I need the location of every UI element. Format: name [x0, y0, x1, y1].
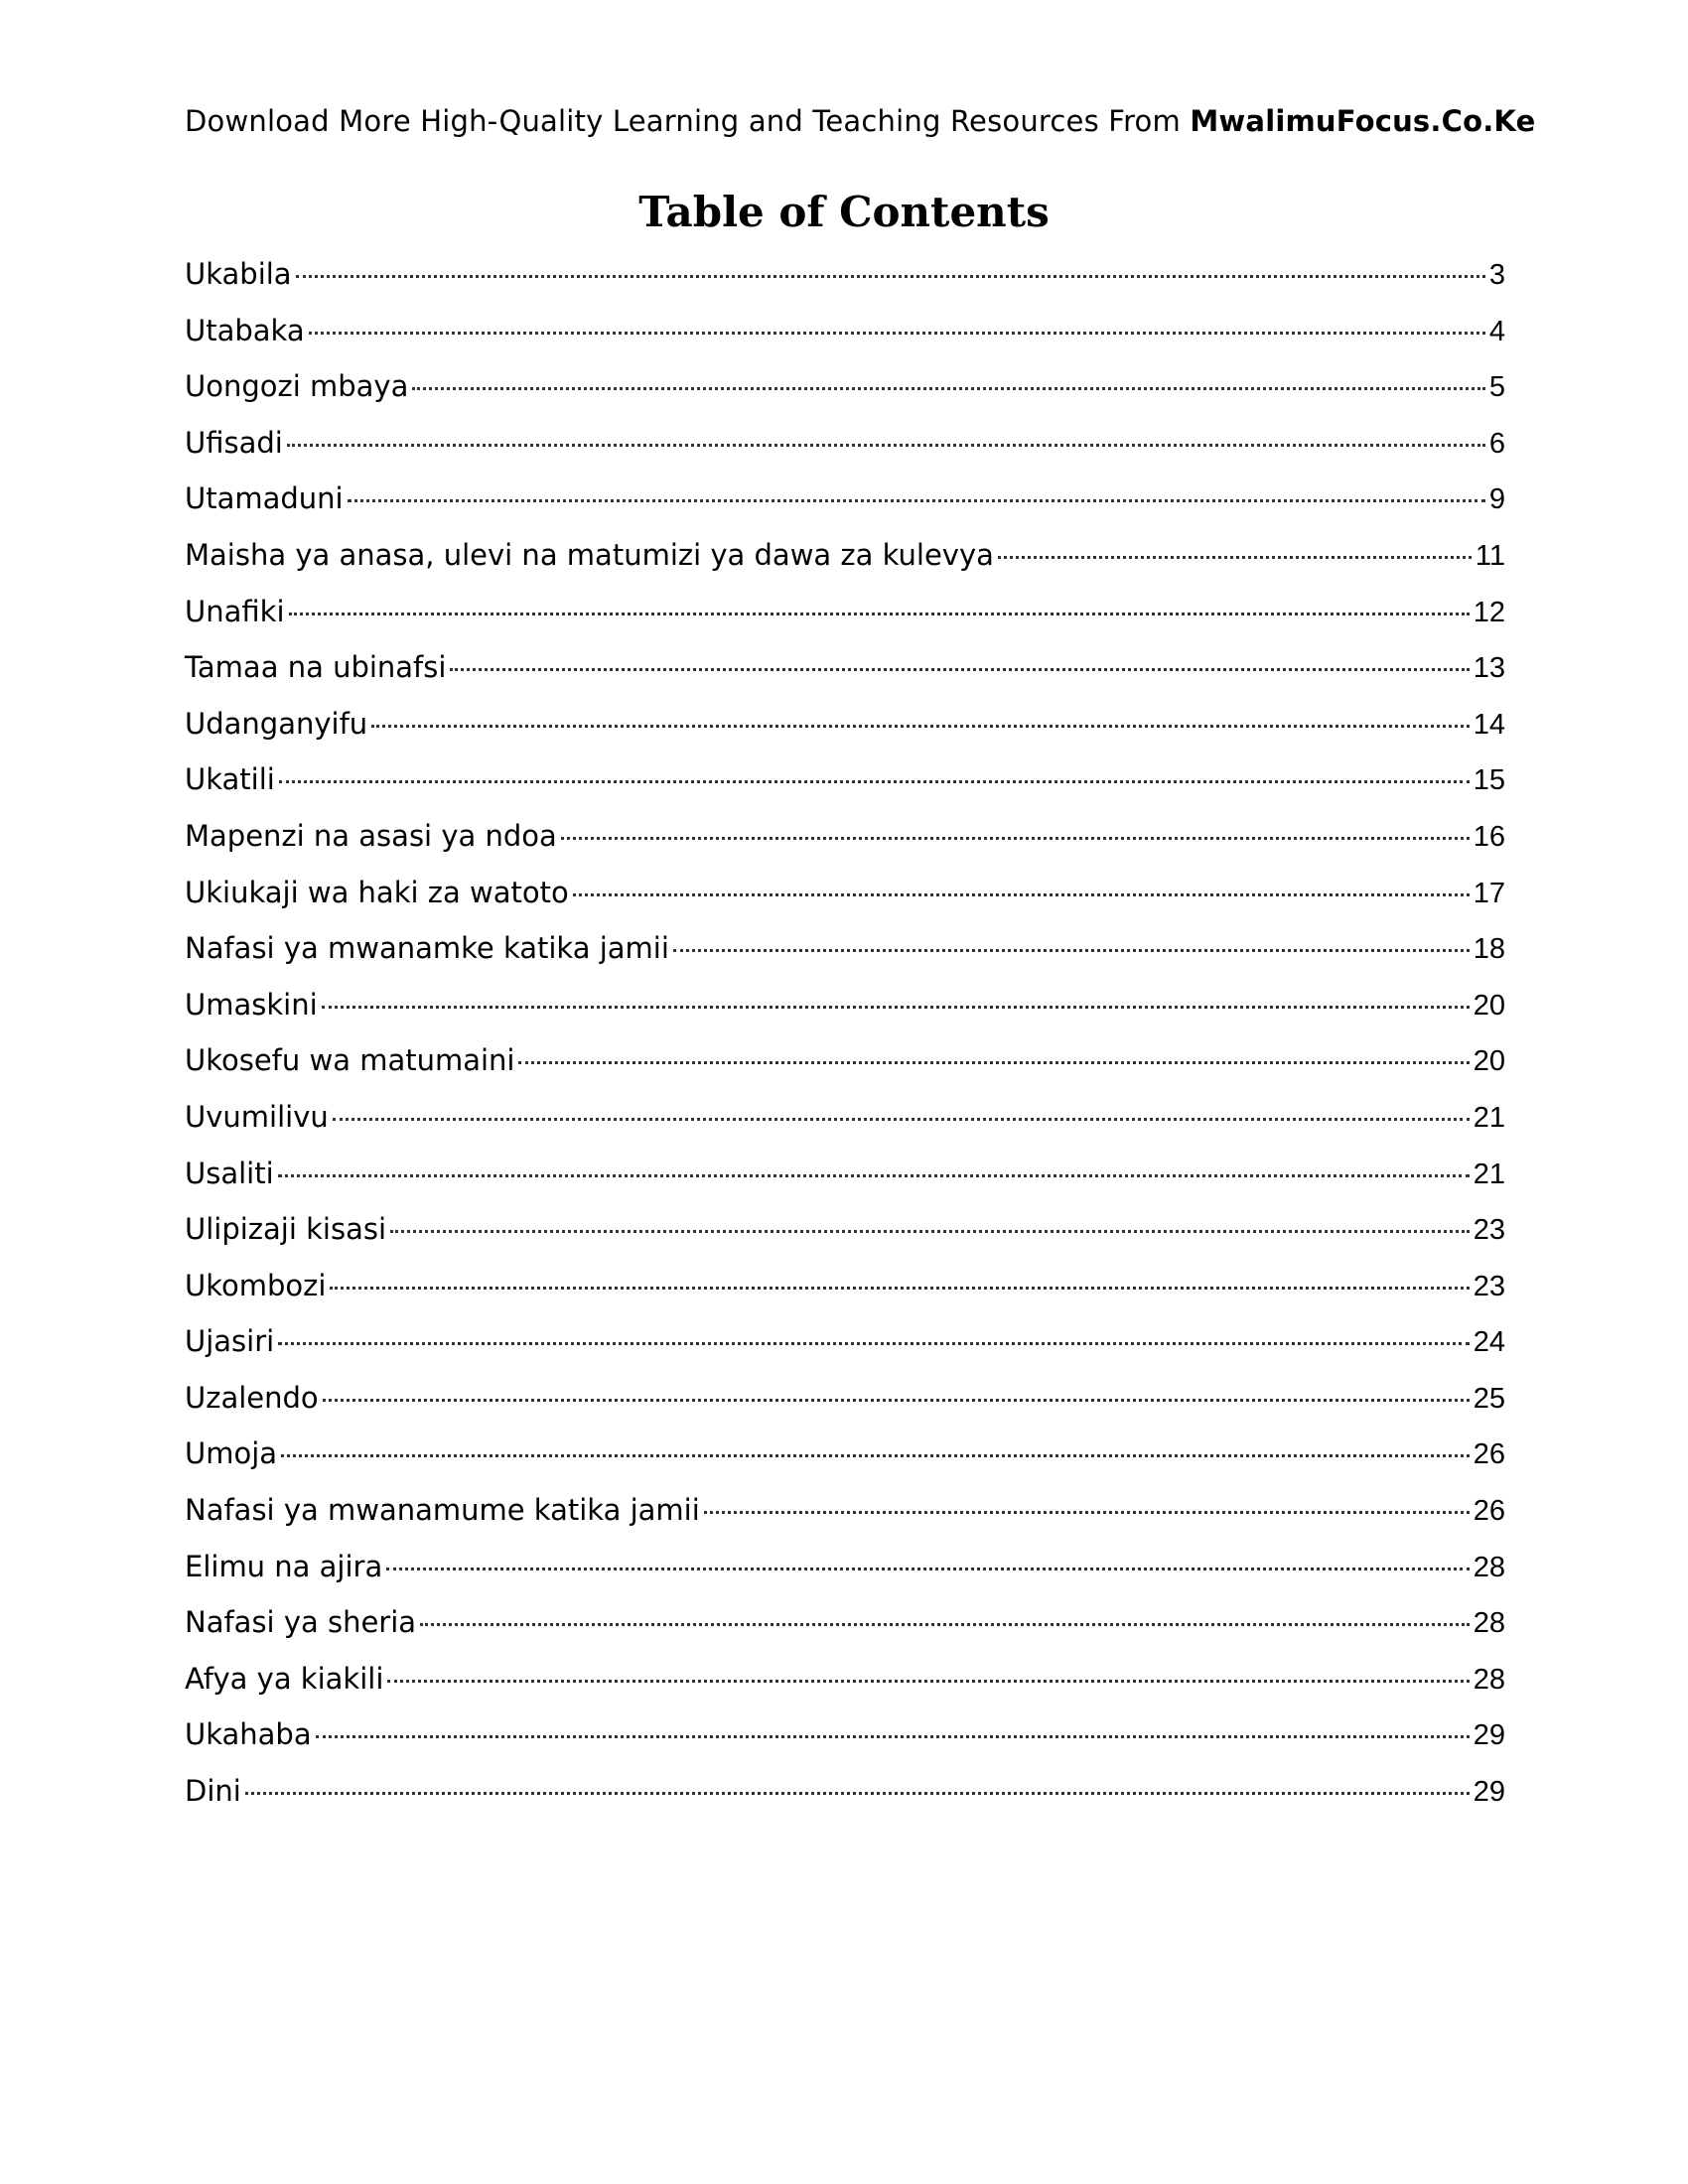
toc-entry[interactable] — [185, 1594, 1505, 1651]
toc-entry-label: Afya ya kiakili — [185, 1661, 384, 1696]
toc-entry-label: Udanganyifu — [185, 706, 368, 741]
toc-entry[interactable] — [185, 751, 1505, 808]
toc-entry-label: Ukahaba — [185, 1717, 312, 1752]
dot-leader — [573, 893, 1470, 896]
toc-entry[interactable] — [185, 1482, 1505, 1539]
toc-entry-label: Elimu na ajira — [185, 1549, 383, 1583]
toc-entry[interactable] — [185, 977, 1505, 1033]
dot-leader — [296, 275, 1485, 278]
toc-entry-page-number: 23 — [1473, 1214, 1505, 1247]
toc-entry-page-number: 20 — [1473, 1045, 1505, 1078]
toc-entry[interactable] — [185, 358, 1505, 415]
toc-entry-page-number: 25 — [1473, 1382, 1505, 1415]
toc-entry-label: Uvumilivu — [185, 1099, 329, 1134]
dot-leader — [450, 668, 1469, 671]
toc-entry[interactable] — [185, 920, 1505, 977]
dot-leader — [561, 837, 1470, 840]
toc-entry-label: Ukatili — [185, 762, 275, 797]
toc-entry[interactable] — [185, 1539, 1505, 1595]
toc-entry-label: Uongozi mbaya — [185, 369, 409, 404]
toc-entry[interactable] — [185, 1706, 1505, 1763]
dot-leader — [420, 1623, 1470, 1626]
toc-entry-label: Mapenzi na asasi ya ndoa — [185, 818, 557, 853]
toc-entry-label: Ufisadi — [185, 425, 283, 460]
toc-entry-page-number: 23 — [1473, 1270, 1505, 1302]
dot-leader — [390, 1230, 1470, 1233]
toc-entry[interactable] — [185, 1258, 1505, 1314]
toc-entry[interactable] — [185, 1146, 1505, 1202]
dot-leader — [323, 1399, 1470, 1402]
toc-entry[interactable] — [185, 1763, 1505, 1820]
toc-entry[interactable] — [185, 865, 1505, 921]
toc-entry-label: Umaskini — [185, 987, 318, 1022]
toc-entry-label: Nafasi ya sheria — [185, 1605, 417, 1640]
toc-entry-label: Ukombozi — [185, 1268, 327, 1302]
toc-entry-page-number: 26 — [1473, 1438, 1505, 1471]
toc-entry-label: Dini — [185, 1774, 241, 1809]
toc-entry[interactable] — [185, 303, 1505, 359]
toc-entry-page-number: 26 — [1473, 1495, 1505, 1528]
toc-entry-label: Maisha ya anasa, ulevi na matumizi ya dawa za kulevya — [185, 537, 994, 572]
dot-leader — [309, 332, 1485, 335]
toc-entry-page-number: 28 — [1473, 1551, 1505, 1583]
toc-entry-page-number: 29 — [1473, 1719, 1505, 1752]
toc-entry[interactable] — [185, 527, 1505, 584]
toc-entry-page-number: 29 — [1473, 1776, 1505, 1809]
dot-leader — [387, 1680, 1469, 1683]
toc-entry-label: Ukabila — [185, 257, 292, 291]
toc-entry-page-number: 5 — [1488, 371, 1505, 404]
toc-entry[interactable] — [185, 1426, 1505, 1482]
header-brand-link[interactable]: MwalimuFocus.Co.Ke — [1190, 104, 1536, 138]
toc-entry-page-number: 11 — [1475, 539, 1505, 572]
toc-entry[interactable] — [185, 1032, 1505, 1089]
toc-entry-label: Unafiki — [185, 594, 285, 628]
toc-entry-page-number: 4 — [1488, 315, 1505, 347]
dot-leader — [998, 556, 1472, 559]
dot-leader — [333, 1118, 1470, 1121]
toc-entry[interactable] — [185, 246, 1505, 303]
toc-entry-page-number: 12 — [1473, 596, 1505, 628]
toc-entry[interactable] — [185, 471, 1505, 527]
toc-entry-page-number: 15 — [1473, 764, 1505, 797]
toc-entry-label: Utamaduni — [185, 481, 344, 516]
dot-leader — [371, 725, 1470, 728]
toc-entry-label: Ukosefu wa matumaini — [185, 1043, 515, 1078]
toc-entry-label: Umoja — [185, 1436, 278, 1471]
toc-entry[interactable] — [185, 1201, 1505, 1258]
dot-leader — [386, 1568, 1470, 1570]
toc-entry-label: Ujasiri — [185, 1324, 275, 1359]
toc-entry[interactable] — [185, 1089, 1505, 1146]
toc-entry-page-number: 28 — [1473, 1663, 1505, 1696]
toc-entry-page-number: 21 — [1473, 1101, 1505, 1134]
dot-leader — [518, 1061, 1469, 1064]
dot-leader — [412, 387, 1485, 390]
toc-entry[interactable] — [185, 584, 1505, 640]
dot-leader — [322, 1006, 1470, 1009]
dot-leader — [278, 1342, 1470, 1345]
toc-entry[interactable] — [185, 1651, 1505, 1707]
toc-entry-label: Tamaa na ubinafsi — [185, 650, 447, 685]
dot-leader — [278, 1174, 1470, 1177]
dot-leader — [704, 1511, 1470, 1514]
toc-entry[interactable] — [185, 415, 1505, 472]
toc-entry-label: Uzalendo — [185, 1380, 319, 1415]
dot-leader — [287, 444, 1485, 447]
toc-entry-page-number: 24 — [1473, 1326, 1505, 1359]
toc-entry-page-number: 17 — [1473, 877, 1505, 909]
toc-entry-label: Ukiukaji wa haki za watoto — [185, 875, 569, 909]
dot-leader — [279, 780, 1470, 783]
dot-leader — [316, 1735, 1470, 1738]
dot-leader — [245, 1792, 1470, 1795]
toc-entry[interactable] — [185, 696, 1505, 752]
toc-entry-page-number: 20 — [1473, 989, 1505, 1022]
toc-entry[interactable] — [185, 1370, 1505, 1427]
dot-leader — [281, 1454, 1470, 1457]
toc-entry-label: Usaliti — [185, 1156, 274, 1190]
toc-entry[interactable] — [185, 639, 1505, 696]
toc-entry-page-number: 13 — [1473, 652, 1505, 685]
toc-entry-label: Nafasi ya mwanamke katika jamii — [185, 931, 669, 966]
toc-title: Table of Contents — [638, 188, 1050, 236]
toc-entry-page-number: 14 — [1473, 708, 1505, 741]
toc-entry-label: Nafasi ya mwanamume katika jamii — [185, 1493, 700, 1528]
toc-entry-page-number: 3 — [1488, 259, 1505, 291]
toc-entry-page-number: 16 — [1473, 820, 1505, 853]
toc-entry-page-number: 9 — [1488, 483, 1505, 516]
toc-entry-label: Utabaka — [185, 313, 305, 347]
toc-entry[interactable] — [185, 1313, 1505, 1370]
dot-leader — [330, 1287, 1469, 1290]
dot-leader — [348, 499, 1485, 502]
toc-entry-label: Ulipizaji kisasi — [185, 1212, 387, 1247]
dot-leader — [673, 949, 1470, 952]
toc-entry-page-number: 18 — [1473, 933, 1505, 966]
toc-entry-page-number: 28 — [1473, 1607, 1505, 1640]
page-header — [185, 101, 1535, 141]
toc-entry-page-number: 6 — [1488, 427, 1505, 460]
dot-leader — [289, 613, 1470, 615]
toc-list — [185, 246, 1505, 1820]
toc-entry-page-number: 21 — [1473, 1158, 1505, 1190]
toc-entry[interactable] — [185, 808, 1505, 865]
header-text: Download More High-Quality Learning and Teaching Resources From — [185, 104, 1191, 138]
